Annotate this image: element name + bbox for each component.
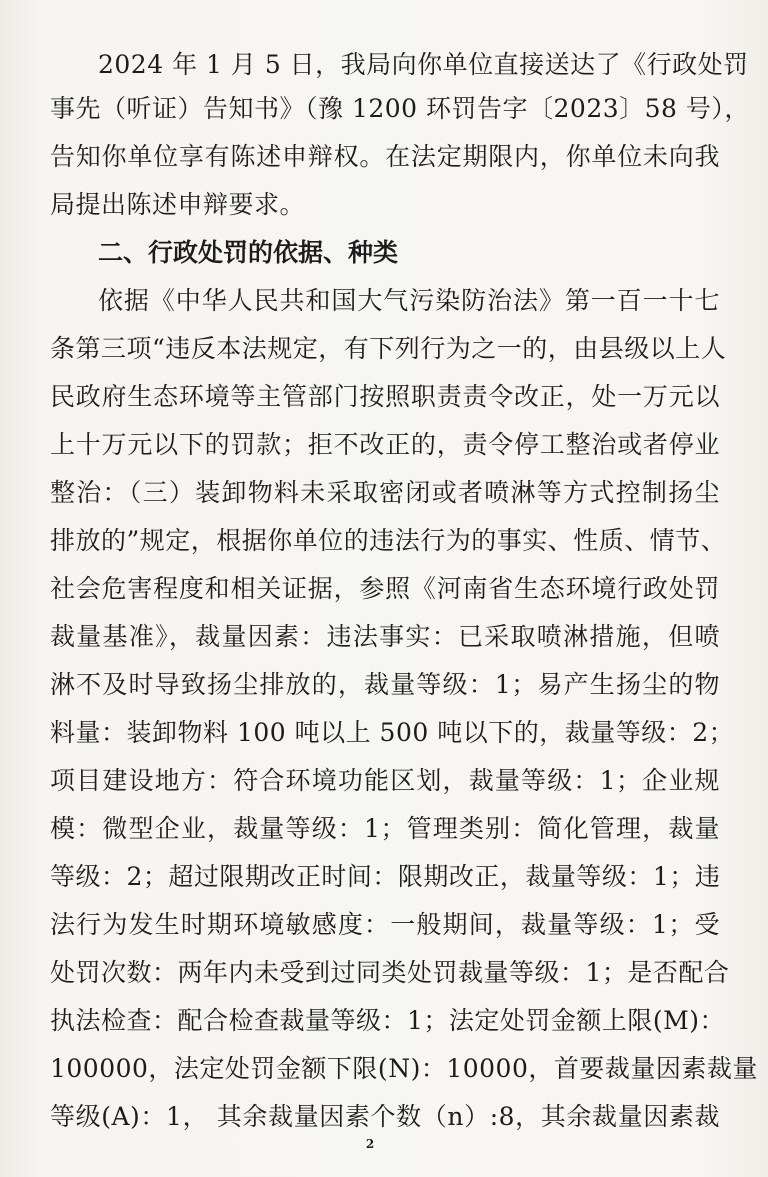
text-line-15: 料量：装卸物料 100 吨以上 500 吨以下的，裁量等级：2； <box>50 718 735 747</box>
text-line-14: 淋不及时导致扬尘排放的，裁量等级：1；易产生扬尘的物 <box>50 670 720 699</box>
text-line-1: 2024 年 1 月 5 日，我局向你单位直接送达了《行政处罚 <box>98 50 749 79</box>
text-line-11: 排放的”规定，根据你单位的违法行为的事实、性质、情节、 <box>50 526 727 555</box>
text-line-12: 社会危害程度和相关证据，参照《河南省生态环境行政处罚 <box>50 574 720 603</box>
text-line-3: 告知你单位享有陈述申辩权。在法定期限内，你单位未向我 <box>50 142 720 171</box>
text-line-21: 执法检查：配合检查裁量等级：1；法定处罚金额上限(M)： <box>50 1006 726 1035</box>
text-line-16: 项目建设地方：符合环境功能区划，裁量等级：1；企业规 <box>50 766 720 795</box>
text-line-9: 上十万元以下的罚款；拒不改正的，责令停工整治或者停业 <box>50 430 720 459</box>
text-line-20: 处罚次数：两年内未受到过同类处罚裁量等级：1；是否配合 <box>50 958 730 987</box>
text-line-17: 模：微型企业，裁量等级：1；管理类别：简化管理，裁量 <box>50 814 720 843</box>
page-number: 2 <box>365 1137 375 1151</box>
text-line-23: 等级(A)：1， 其余裁量因素个数（n）:8，其余裁量因素裁 <box>50 1102 720 1131</box>
text-line-19: 法行为发生时期环境敏感度：一般期间，裁量等级：1；受 <box>50 910 720 939</box>
text-line-10: 整治：（三）装卸物料未采取密闭或者喷淋等方式控制扬尘 <box>50 478 720 507</box>
text-line-18: 等级：2；超过限期改正时间：限期改正，裁量等级：1；违 <box>50 862 721 891</box>
text-line-2: 事先（听证）告知书》（豫 1200 环罚告字〔2023〕58 号）， <box>50 94 750 123</box>
section-heading: 二、行政处罚的依据、种类 <box>98 238 399 267</box>
text-line-4: 局提出陈述申辩要求。 <box>50 190 306 219</box>
text-line-22: 100000，法定处罚金额下限(N)：10000，首要裁量因素裁量 <box>50 1054 758 1083</box>
text-line-6: 依据《中华人民共和国大气污染防治法》第一百一十七 <box>98 286 720 315</box>
text-line-7: 条第三项“违反本法规定，有下列行为之一的，由县级以上人 <box>50 334 727 363</box>
text-line-8: 民政府生态环境等主管部门按照职责责令改正，处一万元以 <box>50 382 720 411</box>
text-line-13: 裁量基准》，裁量因素：违法事实：已采取喷淋措施，但喷 <box>50 622 720 651</box>
